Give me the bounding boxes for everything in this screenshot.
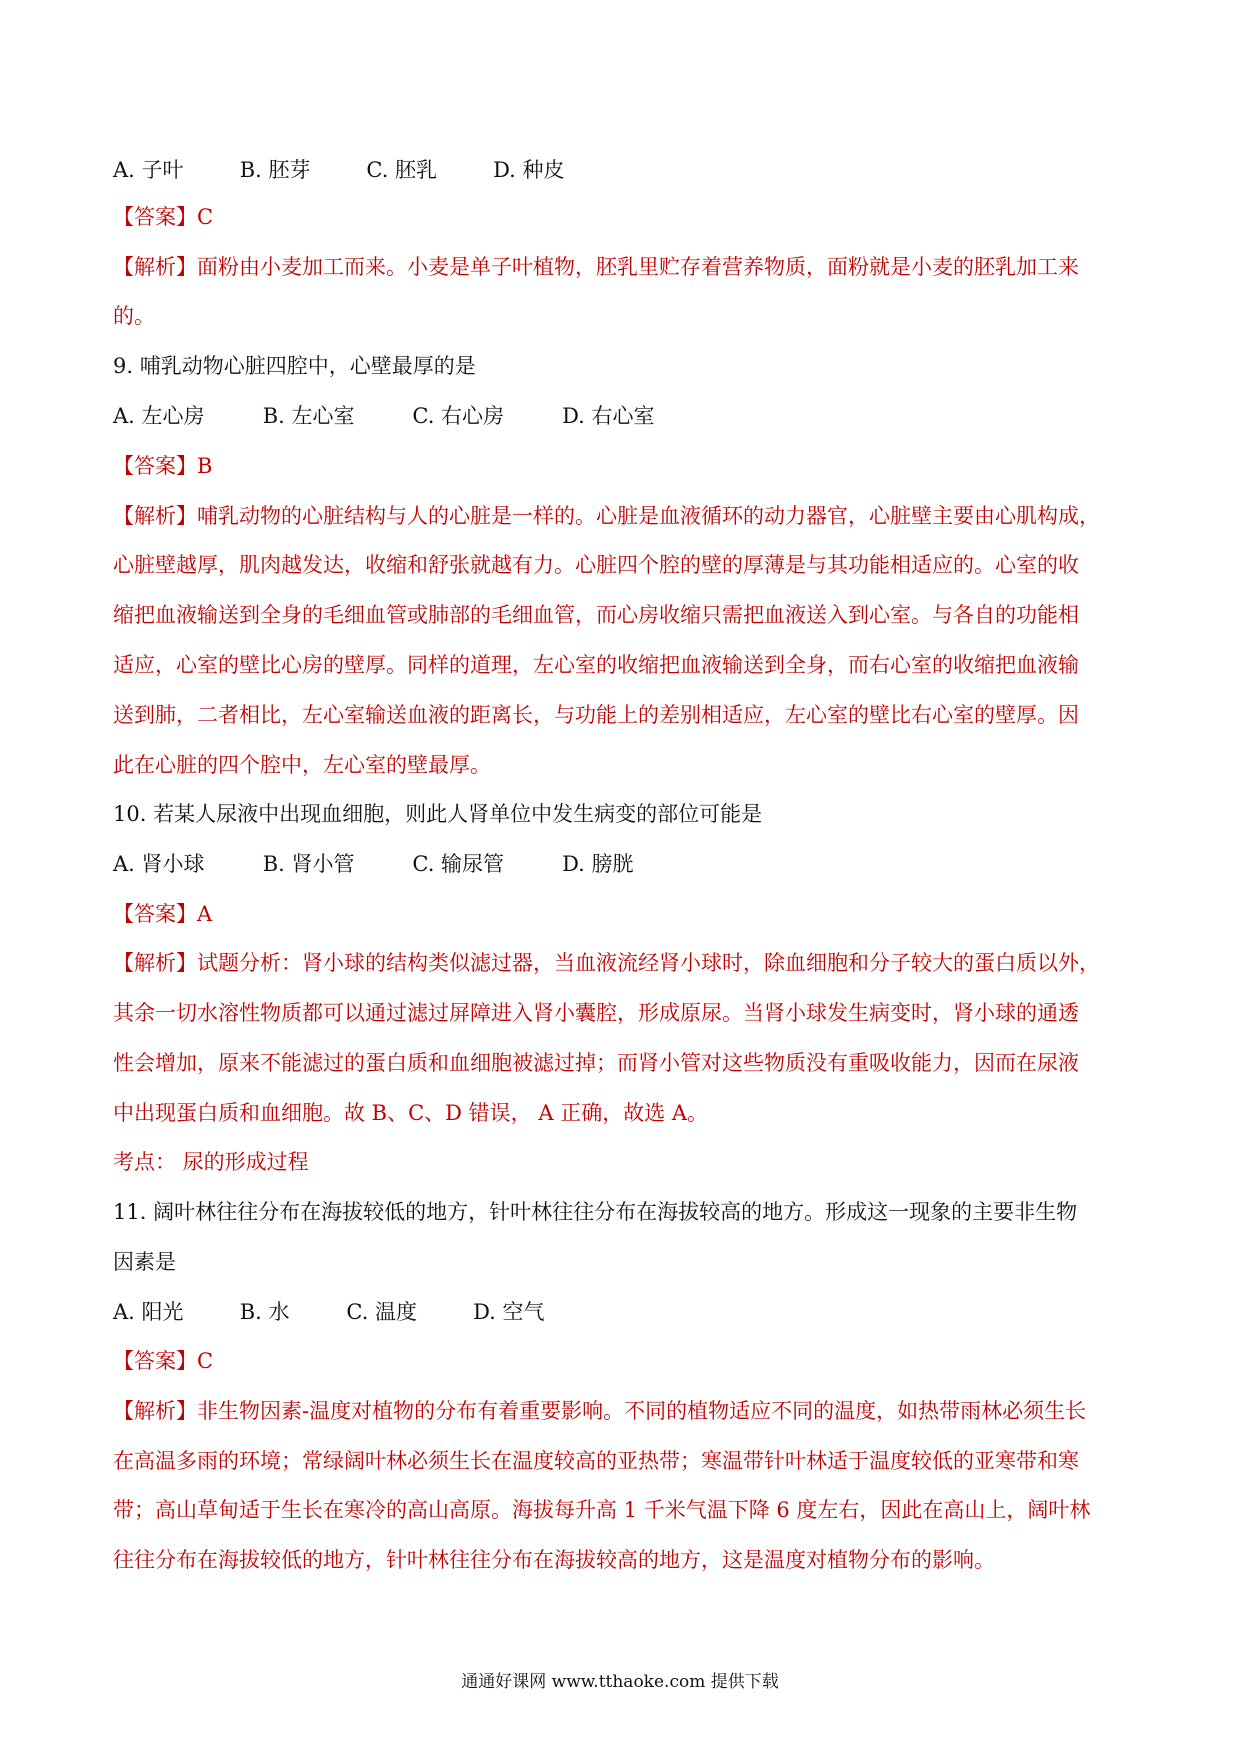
analysis-text: 哺乳动物的心脏结构与人的心脏是一样的。心脏是血液循环的动力器官，心脏壁主要由心肌构成， — [197, 504, 1100, 528]
q9-analysis-line-2: 心脏壁越厚，肌肉越发达，收缩和舒张就越有力。心脏四个腔的壁的厚薄是与其功能相适应的。心室的收 — [113, 553, 1079, 577]
q10-kaodian: 考点： 尿的形成过程 — [113, 1150, 309, 1174]
analysis-text: 试题分析：肾小球的结构类似滤过器，当血液流经肾小球时，除血细胞和分子较大的蛋白质以外， — [197, 951, 1100, 975]
answer-value: A — [197, 902, 213, 926]
analysis-text: 面粉由小麦加工而来。小麦是单子叶植物，胚乳里贮存着营养物质，面粉就是小麦的胚乳加工来 — [197, 255, 1079, 279]
q9-analysis-line-6: 此在心脏的四个腔中，左心室的壁最厚。 — [113, 753, 491, 777]
answer-value: B — [197, 454, 213, 478]
q11-analysis-line-1 — [113, 1396, 1133, 1426]
q8-option-b: B. 胚芽 — [239, 158, 311, 182]
answer-value: C — [197, 205, 214, 229]
q10-option-b: B. 肾小管 — [262, 852, 355, 876]
q11-options — [113, 1297, 1133, 1327]
q8-answer — [113, 202, 1133, 232]
q9-option-d: D. 右心室 — [562, 404, 655, 428]
q11-question-line-2: 因素是 — [113, 1250, 176, 1274]
q9-option-b: B. 左心室 — [262, 404, 355, 428]
answer-label: 【答案】 — [113, 1349, 197, 1373]
q8-option-c: C. 胚乳 — [366, 158, 438, 182]
q11-analysis-line-2: 在高温多雨的环境；常绿阔叶林必须生长在温度较高的亚热带；寒温带针叶林适于温度较低的亚寒带和寒 — [113, 1449, 1079, 1473]
q8-options — [113, 155, 1133, 185]
q10-option-c: C. 输尿管 — [412, 852, 505, 876]
q11-analysis-line-4: 往往分布在海拔较低的地方，针叶林往往分布在海拔较高的地方，这是温度对植物分布的影响。 — [113, 1548, 995, 1572]
q10-question: 10. 若某人尿液中出现血细胞，则此人肾单位中发生病变的部位可能是 — [113, 802, 763, 826]
q9-option-a: A. 左心房 — [113, 404, 205, 428]
q9-option-c: C. 右心房 — [412, 404, 505, 428]
q8-analysis-line-1 — [113, 252, 1133, 282]
analysis-label: 【解析】 — [113, 504, 197, 528]
q11-analysis-line-3: 带；高山草甸适于生长在寒冷的高山高原。海拔每升高 1 千米气温下降 6 度左右，因此在高山上，阔叶林 — [113, 1498, 1091, 1522]
q10-analysis-line-4: 中出现蛋白质和血细胞。故 B、C、D 错误， A 正确，故选 A。 — [113, 1101, 709, 1125]
q10-options — [113, 849, 1133, 879]
q9-answer — [113, 451, 1133, 481]
q9-analysis-line-4: 适应，心室的壁比心房的壁厚。同样的道理，左心室的收缩把血液输送到全身，而右心室的收缩把血液输 — [113, 653, 1079, 677]
q10-analysis-line-1 — [113, 948, 1133, 978]
q11-option-a: A. 阳光 — [113, 1300, 184, 1324]
q11-option-c: C. 温度 — [346, 1300, 418, 1324]
q9-analysis-line-5: 送到肺，二者相比，左心室输送血液的距离长，与功能上的差别相适应，左心室的壁比右心室的壁厚。因 — [113, 703, 1079, 727]
analysis-label: 【解析】 — [113, 1399, 197, 1423]
analysis-text: 非生物因素-温度对植物的分布有着重要影响。不同的植物适应不同的温度，如热带雨林必须生长 — [197, 1399, 1087, 1423]
q11-question-line-1: 11. 阔叶林往往分布在海拔较低的地方，针叶林往往分布在海拔较高的地方。形成这一现象的主要非生物 — [113, 1200, 1078, 1224]
q10-analysis-line-2: 其余一切水溶性物质都可以通过滤过屏障进入肾小囊腔，形成原尿。当肾小球发生病变时，肾小球的通透 — [113, 1001, 1079, 1025]
q11-option-b: B. 水 — [239, 1300, 290, 1324]
q8-option-a: A. 子叶 — [113, 158, 184, 182]
q8-option-d: D. 种皮 — [493, 158, 565, 182]
q9-options — [113, 401, 1133, 431]
q9-question: 9. 哺乳动物心脏四腔中，心壁最厚的是 — [113, 354, 476, 378]
q10-analysis-line-3: 性会增加，原来不能滤过的蛋白质和血细胞被滤过掉；而肾小管对这些物质没有重吸收能力，因而在尿液 — [113, 1051, 1079, 1075]
q10-option-d: D. 膀胱 — [562, 852, 634, 876]
q11-option-d: D. 空气 — [473, 1300, 545, 1324]
answer-label: 【答案】 — [113, 454, 197, 478]
answer-label: 【答案】 — [113, 902, 197, 926]
q11-answer — [113, 1346, 1133, 1376]
q10-answer — [113, 899, 1133, 929]
analysis-label: 【解析】 — [113, 951, 197, 975]
q9-analysis-line-1 — [113, 501, 1133, 531]
answer-value: C — [197, 1349, 214, 1373]
q8-analysis-line-2: 的。 — [113, 304, 155, 328]
analysis-label: 【解析】 — [113, 255, 197, 279]
q9-analysis-line-3: 缩把血液输送到全身的毛细血管或肺部的毛细血管，而心房收缩只需把血液送入到心室。与各自的功能相 — [113, 603, 1079, 627]
page-footer: 通通好课网 www.tthaoke.com 提供下载 — [461, 1672, 779, 1692]
q10-option-a: A. 肾小球 — [113, 852, 205, 876]
answer-label: 【答案】 — [113, 205, 197, 229]
